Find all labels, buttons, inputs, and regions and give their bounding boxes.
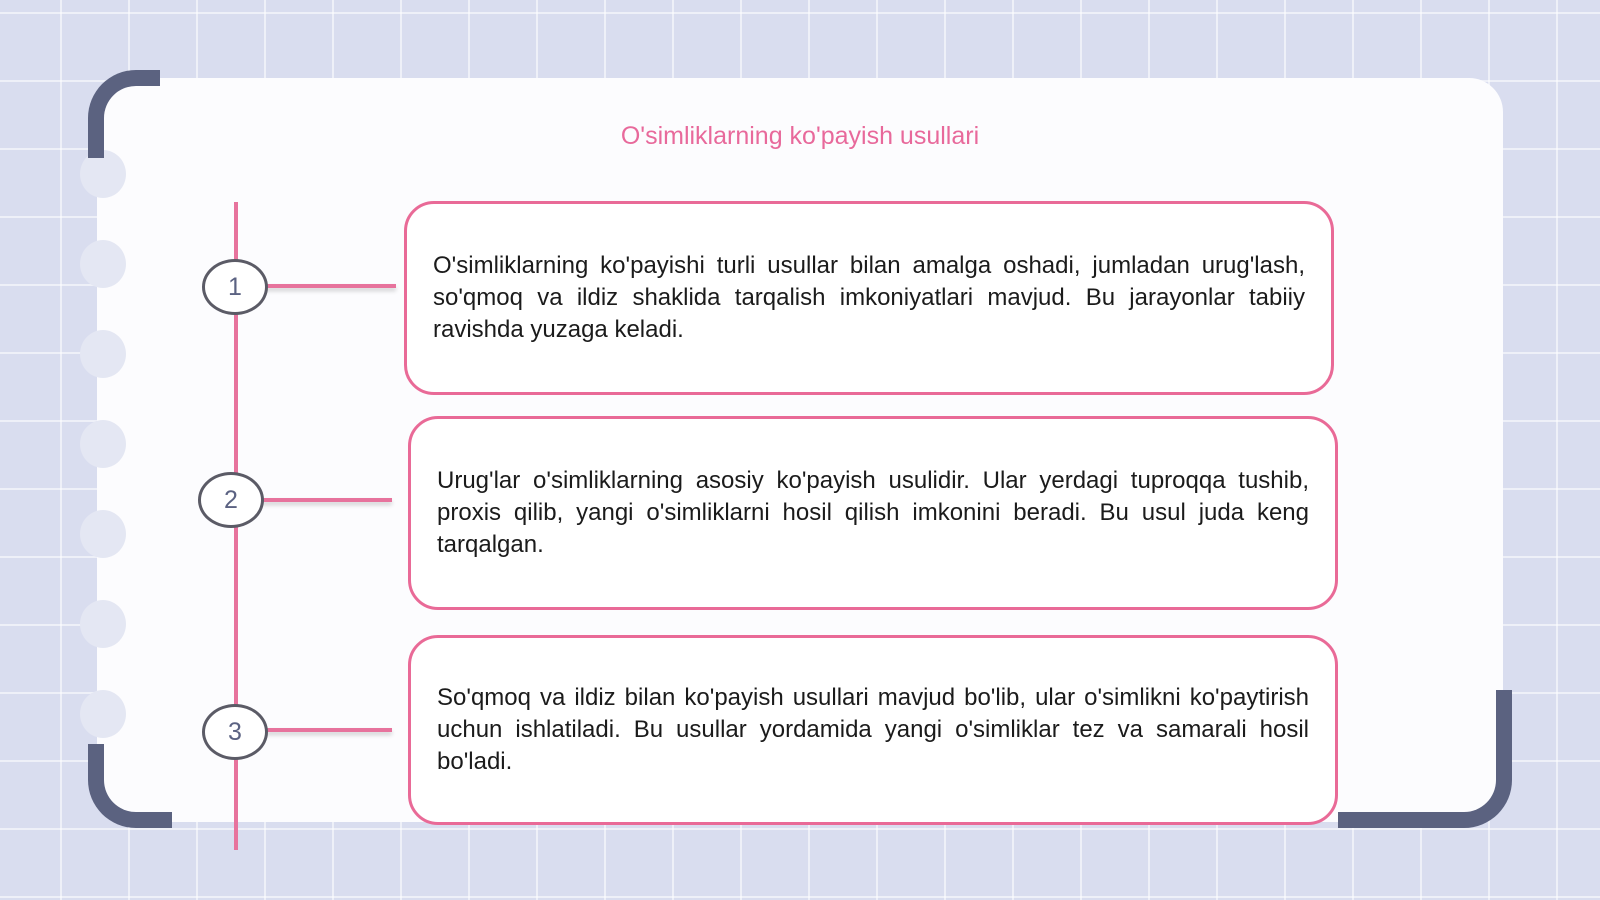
- timeline-connector: [266, 728, 392, 732]
- step-number-1: 1: [202, 259, 268, 315]
- step-card-1: [404, 201, 1334, 395]
- step-number-2: 2: [198, 472, 264, 528]
- step-card-2: [408, 416, 1338, 610]
- step-text-1: O'simliklarning ko'payishi turli usullar bilan amalga oshadi, jumladan urug'lash, so'qmoq va ildiz shaklida tarqalish imkoniyatlari mavjud. Bu jarayonlar tabiiy ravishda yuzaga keladi.: [433, 252, 1305, 343]
- step-text-3: So'qmoq va ildiz bilan ko'payish usullari mavjud bo'lib, ular o'simlikni ko'paytirish uchun ishlatiladi. Bu usullar yordamida yangi o'simliklar tez va samarali hosil bo'ladi.: [437, 684, 1309, 775]
- paper-scallop: [80, 510, 126, 558]
- timeline-connector: [264, 284, 396, 288]
- paper-scallop: [80, 690, 126, 738]
- step-number-3: 3: [202, 704, 268, 760]
- slide-title: O'simliklarning ko'payish usullari: [620, 122, 980, 150]
- step-text-2: Urug'lar o'simliklarning asosiy ko'payish usulidir. Ular yerdagi tuproqqa tushib, proxis qilib, yangi o'simliklarni hosil qilish imkonini beradi. Bu usul juda keng tarqalgan.: [437, 467, 1309, 558]
- timeline-connector: [262, 498, 392, 502]
- paper-scallop: [80, 330, 126, 378]
- corner-bracket-bottom-left: [88, 744, 172, 828]
- corner-bracket-bottom-right: [1338, 690, 1512, 828]
- paper-scallop: [80, 240, 126, 288]
- paper-scallop: [80, 420, 126, 468]
- step-card-3: [408, 635, 1338, 825]
- paper-scallop: [80, 600, 126, 648]
